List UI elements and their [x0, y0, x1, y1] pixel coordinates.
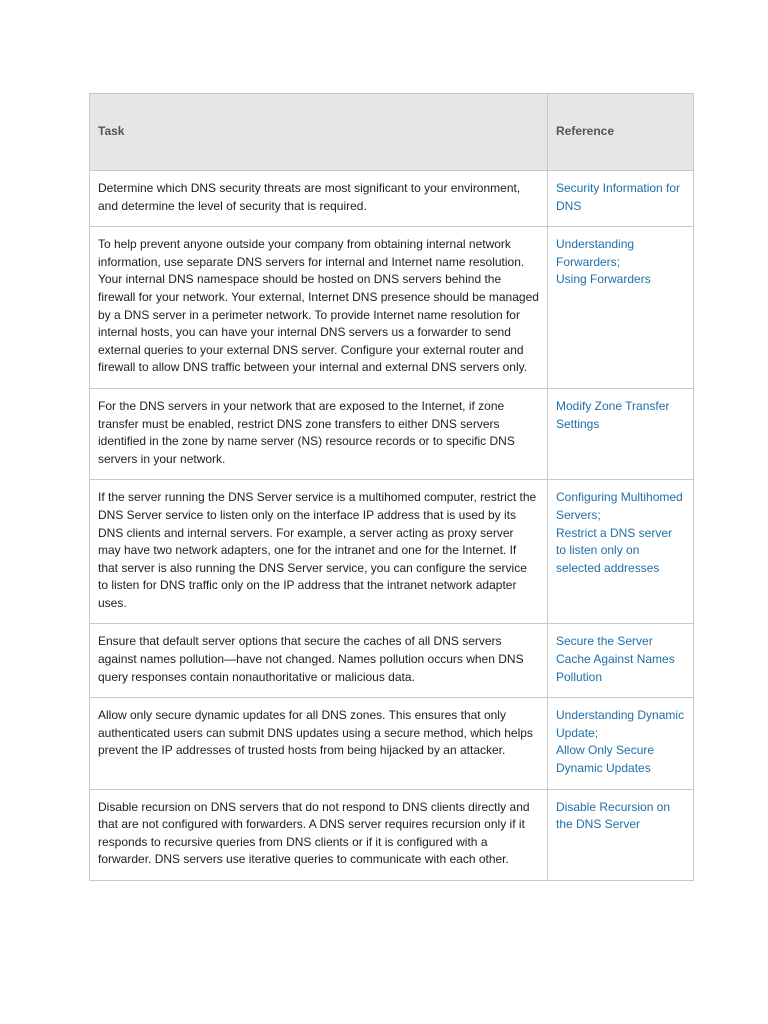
- table-row: [90, 227, 694, 389]
- reference-cell: [548, 698, 694, 789]
- modify-zone-transfer-settings-link[interactable]: Modify Zone Transfer Settings: [556, 398, 670, 431]
- table-row: [90, 480, 694, 624]
- table-row: [90, 789, 694, 880]
- reference-column-header: Reference: [548, 94, 694, 171]
- task-cell: Disable recursion on DNS servers that do not respond to DNS clients directly and that are not configured with forwarders. A DNS server requires recursion only if it responds to recursive queries from DNS clients or if it is configured with a forwarder. DNS servers use iterative queries to communicate with each other.: [90, 789, 548, 880]
- secure-server-cache-link[interactable]: Secure the Server Cache Against Names Pollution: [556, 634, 675, 684]
- table-row: [90, 624, 694, 698]
- table-row: [90, 171, 694, 227]
- restrict-dns-server-listen-link[interactable]: Restrict a DNS server to listen only on selected addresses: [556, 525, 673, 575]
- table-header-row: [90, 94, 694, 171]
- reference-cell: [548, 227, 694, 389]
- reference-cell: [548, 171, 694, 227]
- task-cell: For the DNS servers in your network that are exposed to the Internet, if zone transfer must be enabled, restrict DNS zone transfers to either DNS servers identified in the zone by name server (NS) resource records or to specific DNS servers in your network.: [90, 388, 548, 479]
- using-forwarders-link[interactable]: Using Forwarders: [556, 272, 651, 287]
- configuring-multihomed-servers-link[interactable]: Configuring Multihomed Servers;: [556, 490, 683, 522]
- reference-cell: [548, 388, 694, 479]
- table-row: [90, 388, 694, 479]
- reference-cell: [548, 480, 694, 624]
- task-cell: Ensure that default server options that secure the caches of all DNS servers against names pollution—have not changed. Names pollution occurs when DNS query responses contain nonauthoritative or malicious data.: [90, 624, 548, 698]
- reference-cell: [548, 789, 694, 880]
- task-cell: If the server running the DNS Server service is a multihomed computer, restrict the DNS Server service to listen only on the interface IP address that is used by its DNS clients and internal servers. For example, a server acting as proxy server may have two network adapters, one for the intranet and one for the Internet. If that server is also running the DNS Server service, you can configure the service to listen for DNS traffic only on the IP address that the intranet network adapter uses.: [90, 480, 548, 624]
- understanding-dynamic-update-link[interactable]: Understanding Dynamic Update;: [556, 708, 685, 740]
- task-cell: Allow only secure dynamic updates for all DNS zones. This ensures that only authenticated users can submit DNS updates using a secure method, which helps prevent the IP addresses of trusted hosts from being hijacked by an attacker.: [90, 698, 548, 789]
- reference-cell: [548, 624, 694, 698]
- security-information-for-dns-link[interactable]: Security Information for DNS: [556, 181, 681, 213]
- task-cell: To help prevent anyone outside your company from obtaining internal network information, use separate DNS servers for internal and Internet name resolution. Your internal DNS namespace should be hosted on DNS servers behind the firewall for your network. Your external, Internet DNS presence should be managed by a DNS server in a perimeter network. To provide Internet name resolution for internal hosts, you can have your internal DNS servers us a forwarder to send external queries to your external DNS server. Configure your external router and firewall to allow DNS traffic between your internal and external DNS servers only.: [90, 227, 548, 389]
- table-row: [90, 698, 694, 789]
- disable-recursion-link[interactable]: Disable Recursion on the DNS Server: [556, 799, 671, 832]
- dns-security-task-table: [89, 93, 694, 881]
- allow-only-secure-dynamic-updates-link[interactable]: Allow Only Secure Dynamic Updates: [556, 743, 655, 776]
- understanding-forwarders-link[interactable]: Understanding Forwarders;: [556, 237, 635, 269]
- task-cell: Determine which DNS security threats are most significant to your environment, and determine the level of security that is required.: [90, 171, 548, 227]
- task-column-header: Task: [90, 94, 548, 171]
